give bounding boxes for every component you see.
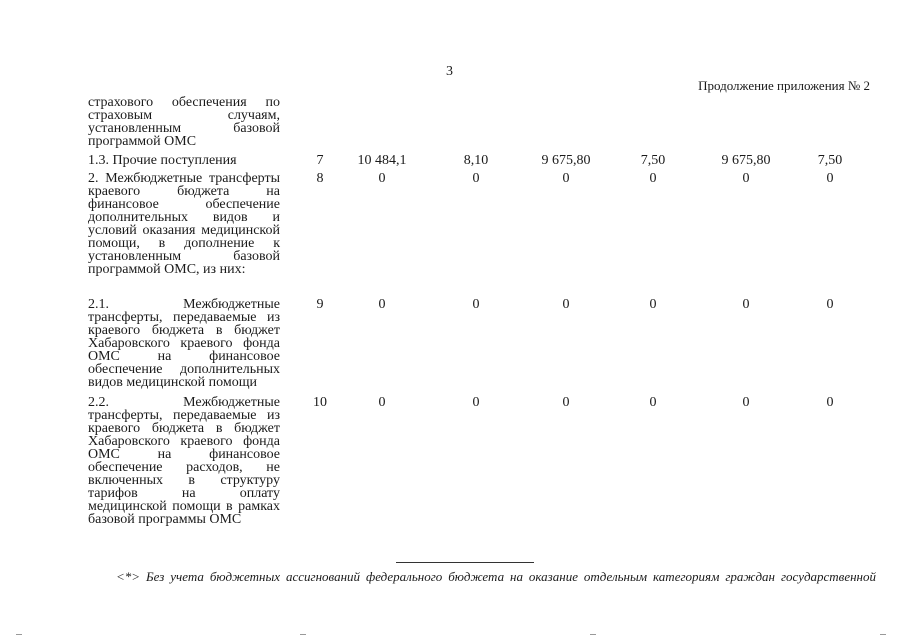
row-code: 7 (316, 153, 324, 168)
footnote-divider (396, 562, 534, 563)
row-value: 0 (742, 297, 750, 312)
row-value: 0 (562, 297, 570, 312)
row-value: 9 675,80 (721, 153, 771, 168)
row-value: 0 (378, 171, 386, 186)
row-value: 0 (472, 395, 480, 410)
row-value: 0 (826, 171, 834, 186)
row-value: 7,50 (817, 153, 843, 168)
table-row (88, 298, 888, 396)
row-value: 0 (562, 171, 570, 186)
row-value: 9 675,80 (541, 153, 591, 168)
scan-artifact (880, 634, 886, 635)
scan-artifact (300, 634, 306, 635)
row-description: 2.2. Межбюджетные трансферты, передаваемые из краевого бюджета в бюджет Хабаровского краевого фонда ОМС на финансовое обеспечение расходов, не включенных в структуру тарифов на оплату медицинской помощи в рамках базовой программы ОМС (88, 395, 280, 527)
row-value: 0 (562, 395, 570, 410)
continuation-label: Продолжение приложения № 2 (698, 78, 870, 93)
row-value: 8,10 (463, 153, 489, 168)
row-value: 10 484,1 (357, 153, 407, 168)
row-code: 10 (313, 395, 327, 410)
row-value: 0 (649, 297, 657, 312)
row-value: 0 (742, 395, 750, 410)
row-description: 2. Межбюджетные трансферты краевого бюджета на финансовое обеспечение дополнительных видов и условий оказания медицинской помощи, в дополнение к установленным базовой программой ОМС, из них: (88, 171, 280, 277)
row-code: 9 (316, 297, 324, 312)
row-value: 0 (649, 171, 657, 186)
row-code: 8 (316, 171, 324, 186)
row-value: 0 (826, 297, 834, 312)
row-value: 0 (826, 395, 834, 410)
table-row (88, 396, 888, 546)
table-row (88, 172, 888, 298)
footnote-text: <*> Без учета бюджетных ассигнований федерального бюджета на оказание отдельным категориям граждан государственной (116, 569, 876, 584)
row-description: 1.3. Прочие поступления (88, 153, 237, 168)
row-value: 0 (649, 395, 657, 410)
page-number: 3 (446, 64, 453, 79)
table-row (88, 96, 888, 154)
scan-artifact (16, 634, 22, 635)
row-description: страхового обеспечения по страховым случаям, установленным базовой программой ОМС (88, 95, 280, 149)
row-value: 0 (378, 297, 386, 312)
row-value: 7,50 (640, 153, 666, 168)
row-value: 0 (472, 171, 480, 186)
appendix-table (88, 96, 888, 546)
scan-artifact (590, 634, 596, 635)
row-value: 0 (378, 395, 386, 410)
row-description: 2.1. Межбюджетные трансферты, передаваемые из краевого бюджета в бюджет Хабаровского краевого фонда ОМС на финансовое обеспечение дополнительных видов медицинской помощи (88, 297, 280, 390)
row-value: 0 (742, 171, 750, 186)
row-value: 0 (472, 297, 480, 312)
table-row (88, 154, 888, 172)
